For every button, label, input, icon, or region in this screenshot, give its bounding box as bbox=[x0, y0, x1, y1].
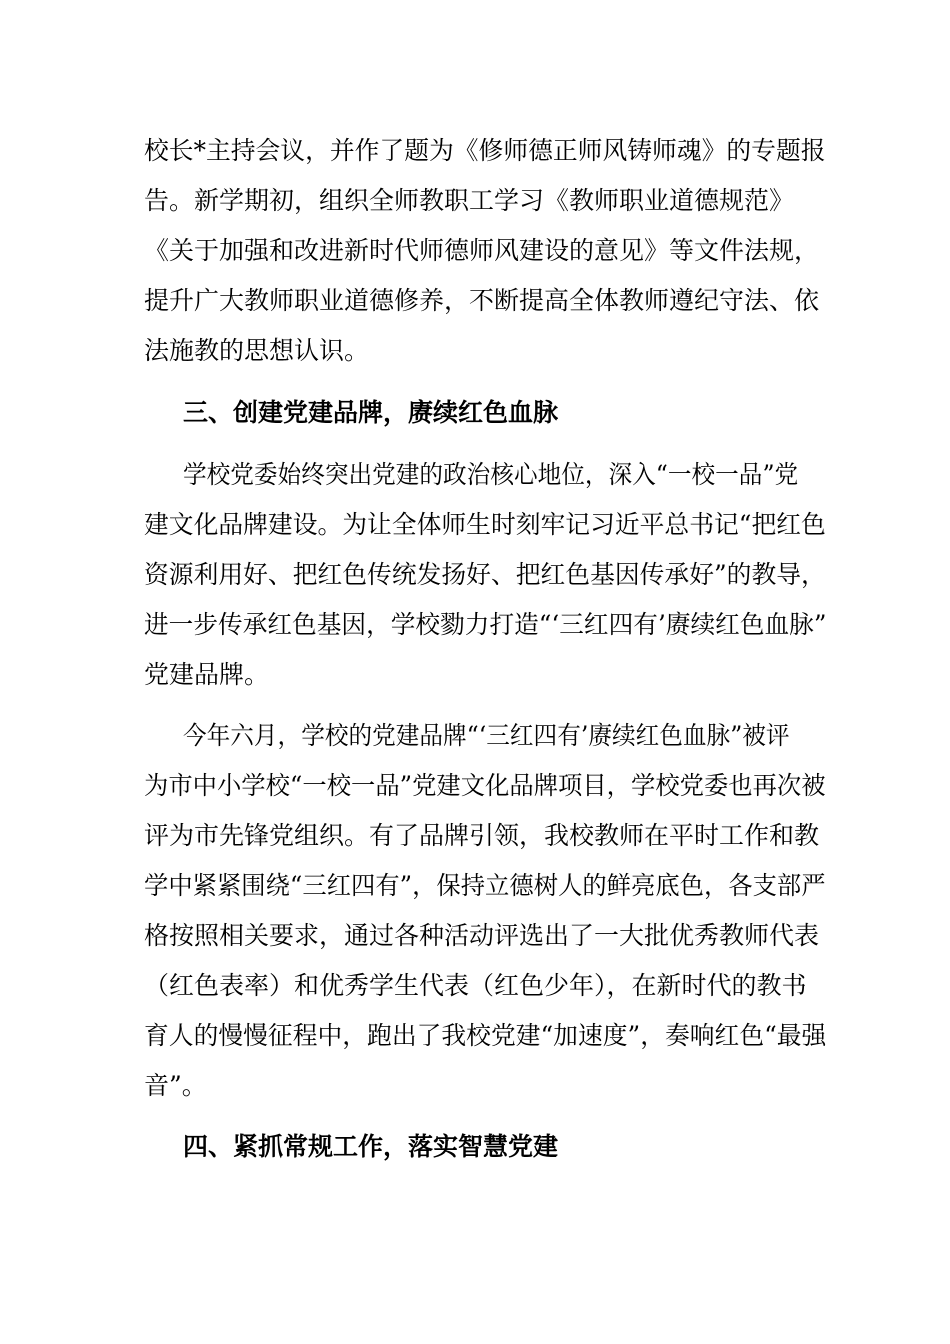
paragraph-line: 提升广大教师职业道德修养，不断提高全体教师遵纪守法、依 bbox=[144, 286, 820, 315]
section-heading: 四、紧抓常规工作，落实智慧党建 bbox=[183, 1132, 559, 1161]
paragraph-line: 学中紧紧围绕“三红四有”，保持立德树人的鲜亮底色，各支部严 bbox=[144, 871, 826, 900]
paragraph-line: 资源利用好、把红色传统发扬好、把红色基因传承好”的教导， bbox=[144, 560, 826, 589]
paragraph-line: 学校党委始终突出党建的政治核心地位，深入“一校一品”党 bbox=[183, 460, 799, 489]
paragraph-line: 育人的慢慢征程中，跑出了我校党建“加速度”，奏响红色“最强 bbox=[144, 1021, 827, 1050]
paragraph-line: 法施教的思想认识。 bbox=[144, 336, 370, 365]
paragraph-line: 为市中小学校“一校一品”党建文化品牌项目，学校党委也再次被 bbox=[144, 771, 826, 800]
section-heading: 三、创建党建品牌，赓续红色血脉 bbox=[183, 398, 559, 427]
paragraph-line: 校长*主持会议，并作了题为《修师德正师风铸师魂》的专题报 bbox=[144, 136, 826, 165]
paragraph-line: （红色表率）和优秀学生代表（红色少年），在新时代的教书 bbox=[144, 971, 807, 1000]
paragraph-line: 进一步传承红色基因，学校勠力打造“‘三红四有’赓续红色血脉” bbox=[144, 610, 827, 639]
paragraph-line: 《关于加强和改进新时代师德师风建设的意见》等文件法规， bbox=[144, 236, 820, 265]
paragraph-line: 评为市先锋党组织。有了品牌引领，我校教师在平时工作和教 bbox=[144, 821, 820, 850]
paragraph-line: 建文化品牌建设。为让全体师生时刻牢记习近平总书记“把红色 bbox=[144, 510, 826, 539]
paragraph-line: 党建品牌。 bbox=[144, 660, 270, 689]
paragraph-line: 格按照相关要求，通过各种活动评选出了一大批优秀教师代表 bbox=[144, 921, 820, 950]
paragraph-line: 音”。 bbox=[144, 1071, 207, 1100]
paragraph-line: 告。新学期初，组织全师教职工学习《教师职业道德规范》 bbox=[144, 186, 795, 215]
paragraph-line: 今年六月，学校的党建品牌“‘三红四有’赓续红色血脉”被评 bbox=[183, 721, 790, 750]
